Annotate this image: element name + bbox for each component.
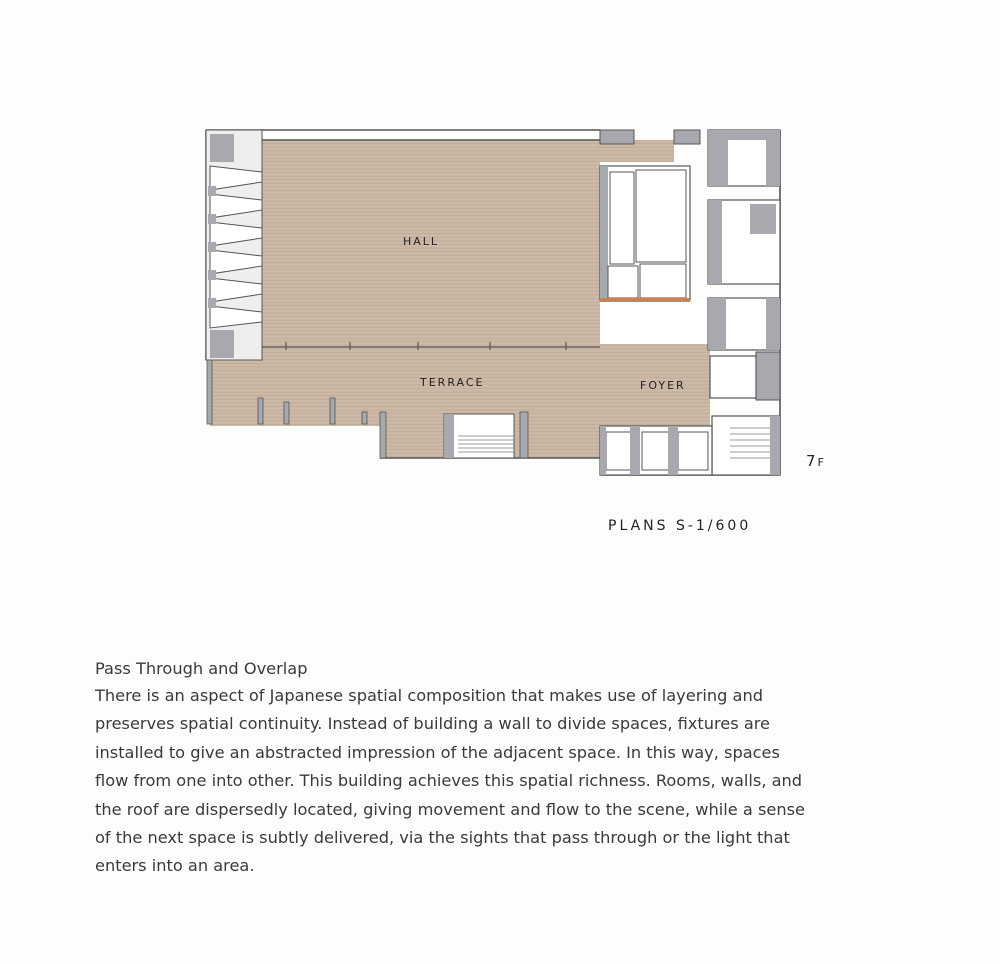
description-line: enters into an area.	[95, 856, 255, 876]
stair	[444, 414, 514, 458]
description-line: There is an aspect of Japanese spatial composition that makes use of layering and	[95, 686, 763, 705]
terrace-floor	[210, 350, 600, 458]
foyer-label: FOYER	[640, 379, 686, 392]
hall-label: HALL	[403, 235, 440, 248]
left-rooms	[206, 130, 262, 360]
corridor-floor	[600, 300, 710, 344]
scale-label: PLANS S-1/600	[608, 518, 752, 534]
description-title: Pass Through and Overlap	[95, 659, 308, 678]
description-line: installed to give an abstracted impression of the adjacent space. In this way, spaces	[95, 742, 780, 762]
right-wing	[708, 130, 780, 475]
foyer-rooms	[600, 426, 712, 475]
level-unit: F	[817, 456, 826, 469]
description-line: the roof are dispersedly located, giving movement and flow to the scene, while a sense	[95, 799, 805, 819]
description-line: of the next space is subtly delivered, via the sights that pass through or the light that	[95, 828, 790, 848]
level-label	[806, 452, 826, 470]
description	[95, 656, 875, 881]
terrace-label: TERRACE	[420, 376, 485, 389]
level-number: 7	[806, 452, 818, 470]
description-line: flow from one into other. This building achieves this spatial richness. Rooms, walls, and	[95, 771, 803, 791]
description-line: preserves spatial continuity. Instead of building a wall to divide spaces, fixtures are	[95, 714, 771, 734]
